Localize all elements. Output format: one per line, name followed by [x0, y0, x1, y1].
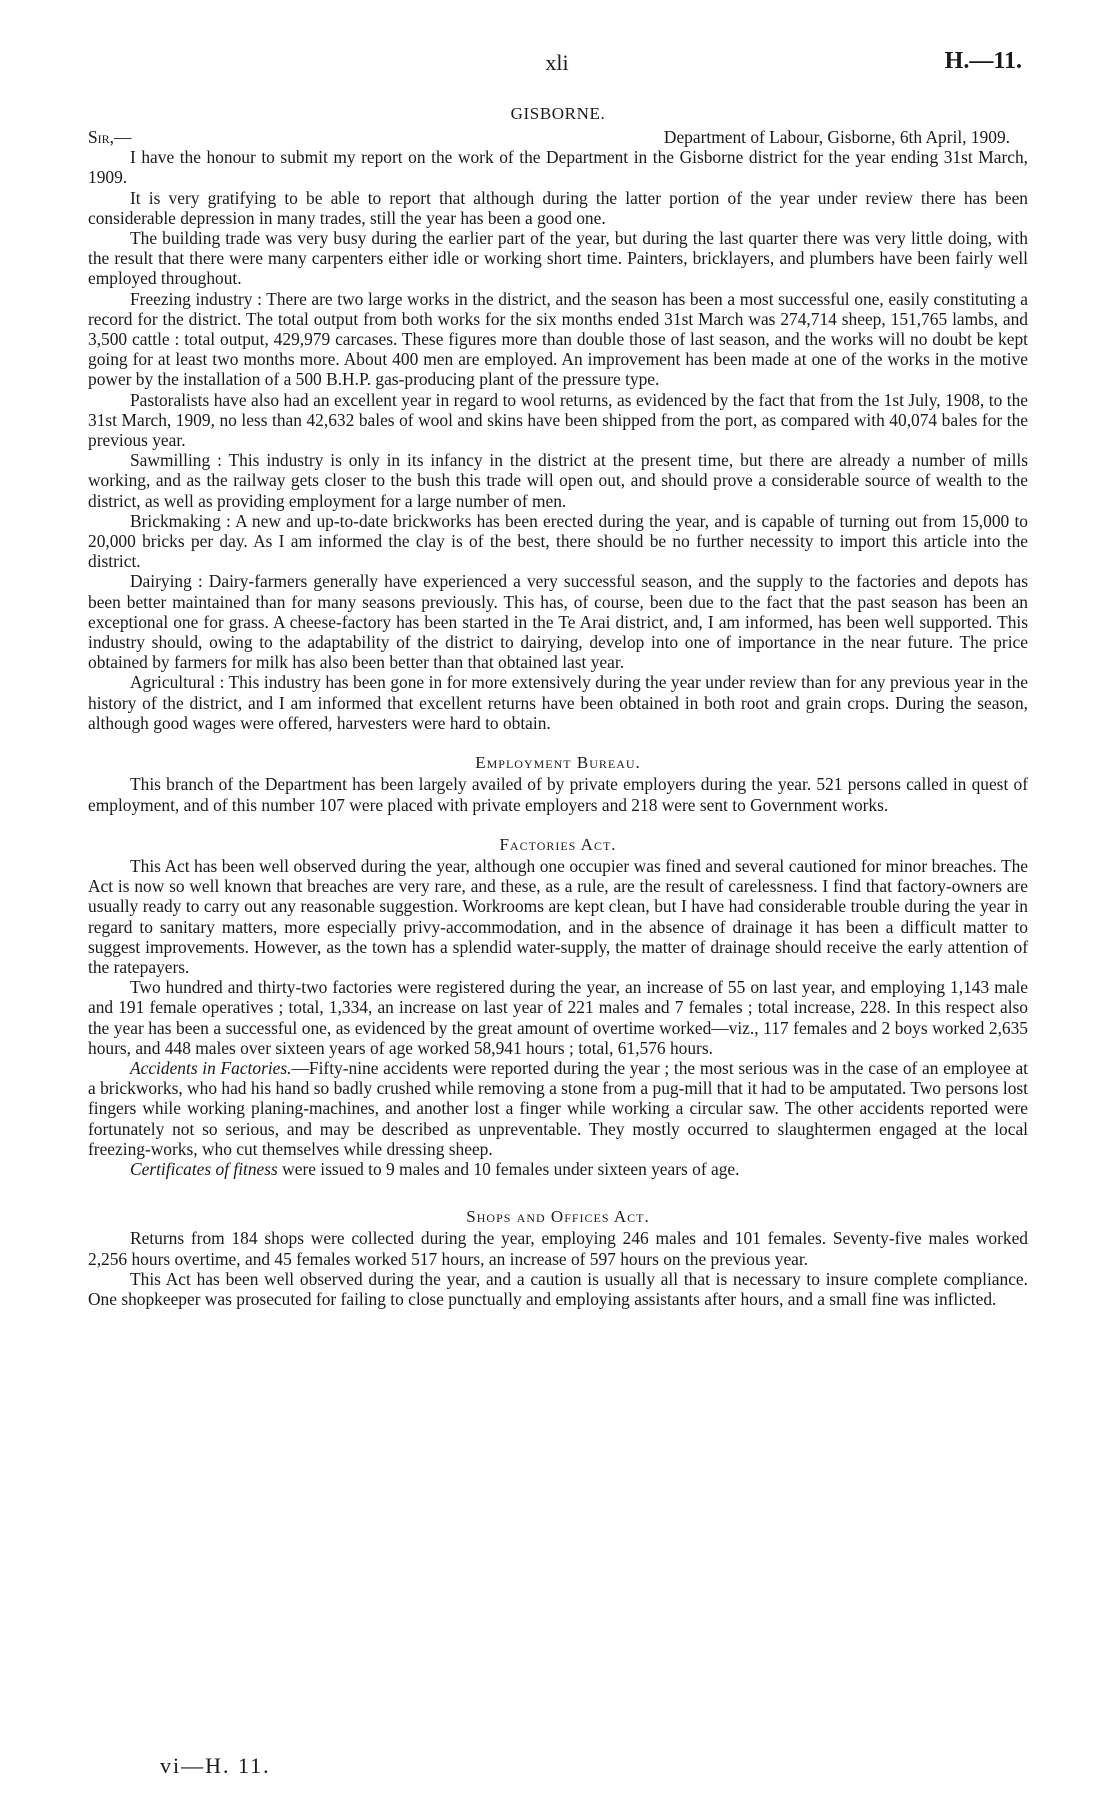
- paragraph-employment-bureau: This branch of the Department has been largely availed of by private employers during the year. 521 persons called in quest of employment, and of this number 107 were placed with private employers and 218 were sent to Government works.: [88, 774, 1028, 815]
- paragraph-general: It is very gratifying to be able to report that although during the latter portion of the year under review there has been considerable depression in many trades, still the year has been a good one.: [88, 187, 1028, 228]
- paragraph-pastoral: Pastoralists have also had an excellent year in regard to wool returns, as evidenced by the fact that from the 1st July, 1908, to the 31st March, 1909, no less than 42,632 bales of wool and skins have been shipped from the port, as compared with 40,074 bales for the previous year.: [88, 389, 1028, 451]
- paragraph-shops-observance: This Act has been well observed during the year, and a caution is usually all that is necessary to insure complete compliance. One shopkeeper was prosecuted for failing to close punctually and employing assistants after hours, and a small fine was inflicted.: [88, 1268, 1028, 1309]
- paragraph-accidents: [88, 1058, 1028, 1159]
- certificates-lead: Certificates of fitness: [130, 1158, 278, 1179]
- footer-signature-ref: vi—H. 11.: [160, 1753, 271, 1778]
- paragraph-agricultural: Agricultural : This industry has been gone in for more extensively during the year under review than for any previous year in the history of the district, and I am informed that excellent returns have been obtained in both root and grain crops. During the season, although good wages were offered, harvesters were hard to obtain.: [88, 672, 1028, 733]
- paragraph-brickmaking: Brickmaking : A new and up-to-date brickworks has been erected during the year, and is capable of turning out from 15,000 to 20,000 bricks per day. As I am informed the clay is of the best, there should be no further necessity to import this article into the district.: [88, 510, 1028, 572]
- section-heading-factories-act: Factories Act.: [499, 834, 617, 854]
- page-number: xli: [545, 50, 569, 75]
- paragraph-freezing: Freezing industry : There are two large works in the district, and the season has been a most successful one, easily constituting a record for the district. The total output from both works for the six months ended 31st March was 274,714 sheep, 151,765 lambs, and 3,500 cattle : total output, 429,979 carcases. These figures more than double those of last season, and the works will no doubt be kept going for at least two months more. About 400 men are employed. An improvement has been made at one of the works in the motive power by the installation of a 500 B.H.P. gas-producing plant of the pressure type.: [88, 288, 1028, 390]
- report-title: GISBORNE.: [510, 104, 606, 123]
- paragraph-sawmilling: Sawmilling : This industry is only in its infancy in the district at the present time, but there are already a number of mills working, and as the railway gets closer to the bush this trade will open out, and should prove a considerable source of wealth to the district, as well as providing employment for a large number of men.: [88, 450, 1028, 511]
- paragraph-building-trade: The building trade was very busy during the earlier part of the year, but during the last quarter there was very little doing, with the result that there were many carpenters either idle or working short time. Painters, bricklayers, and plumbers have been fairly well employed throughout.: [88, 228, 1028, 289]
- section-heading-shops-act: Shops and Offices Act.: [466, 1207, 650, 1227]
- paragraph-dairying: Dairying : Dairy-farmers generally have experienced a very successful season, and the supply to the factories and depots has been better maintained than for many seasons previously. This has, of course, been due to the fact that the past season has been an exceptional one for grass. A cheese-factory has been started in the Te Arai district, and, I am informed, has been well supported. This industry should, owing to the adaptability of the district to dairying, develop into one of importance in the near future. The price obtained by farmers for milk has also been better than that obtained last year.: [88, 571, 1028, 673]
- accidents-lead: Accidents in Factories.: [130, 1057, 292, 1078]
- salutation-row: [88, 127, 1028, 147]
- section-heading-employment-bureau: Employment Bureau.: [475, 753, 641, 773]
- paragraph-factories-observance: This Act has been well observed during the year, although one occupier was fined and several cautioned for minor breaches. The Act is now so well known that breaches are very rare, and these, as a rule, are the result of carelessness. I find that factory-owners are usually ready to carry out any reasonable suggestion. Workrooms are kept clean, but I have had considerable trouble during the year in regard to sanitary matters, more especially privy-accommodation, and in the absence of drainage it has been a difficult matter to suggest improvements. However, as the town has a splendid water-supply, the matter of drainage should receive the early attention of the ratepayers.: [88, 855, 1028, 977]
- paragraph-factories-registered: Two hundred and thirty-two factories were registered during the year, an increase of 55 on last year, and employing 1,143 male and 191 female operatives ; total, 1,334, an increase on last year of 221 males and 7 females ; total increase, 228. In this respect also the year has been a successful one, as evidenced by the great amount of overtime worked—viz., 117 females and 2 boys worked 2,635 hours, and 448 males over sixteen years of age worked 58,941 hours ; total, 61,576 hours.: [88, 977, 1028, 1058]
- salutation: Sir,—: [88, 127, 132, 148]
- report-body: [88, 104, 1028, 1309]
- dateline: Department of Labour, Gisborne, 6th April, 1909.: [663, 127, 1010, 148]
- paragraph-shops-returns: Returns from 184 shops were collected during the year, employing 246 males and 101 females. Seventy-five males worked 2,256 hours overtime, and 45 females worked 517 hours, an increase of 597 hours on the previous year.: [88, 1228, 1028, 1269]
- accidents-text: —Fifty-nine accidents were reported during the year ; the most serious was in the case of an employee at a brickworks, who had his hand so badly crushed while removing a stone from a pug-mill that it had to be amputated. Two persons lost fingers while working planing-machines, and another lost a finger while working a circular saw. The other accidents reported were fortunately not so serious, and may be described as unpreventable. They mostly occurred to slaughtermen engaged at the local freezing-works, who cut themselves while dressing sheep.: [88, 1057, 1028, 1159]
- certificates-text: were issued to 9 males and 10 females under sixteen years of age.: [277, 1158, 740, 1179]
- paper-reference: H.—11.: [944, 48, 1022, 74]
- paragraph-intro: I have the honour to submit my report on the work of the Department in the Gisborne district for the year ending 31st March, 1909.: [88, 147, 1028, 188]
- paragraph-certificates: [88, 1159, 1028, 1179]
